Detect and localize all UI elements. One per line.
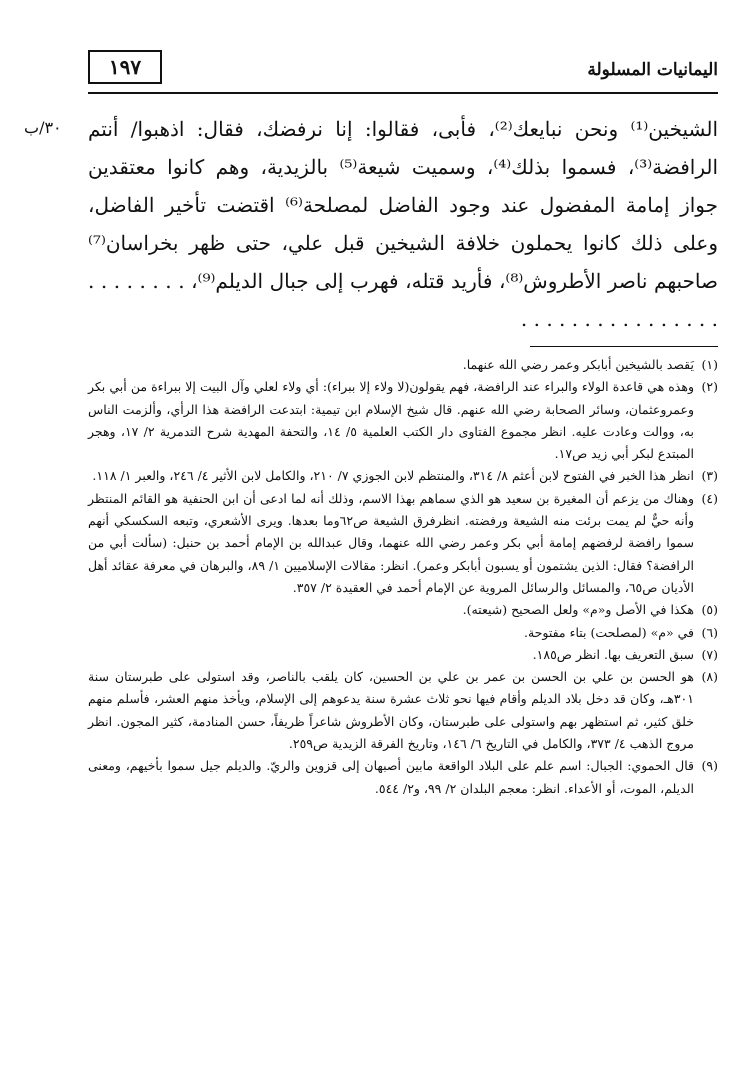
footnote-number: (٢)	[701, 379, 718, 395]
footnote-number: (٥)	[701, 602, 718, 618]
footnote	[88, 354, 718, 376]
footnote	[88, 488, 718, 599]
main-text	[88, 110, 718, 338]
footnote	[88, 666, 718, 755]
footnote-text: هكذا في الأصل و«م» ولعل الصحيح (شيعته).	[462, 602, 694, 618]
footnote-text: انظر هذا الخبر في الفتوح لابن أعثم ٨/ ٣١٤، والمنتظم لابن الجوزي ٧/ ٢١٠، والكامل لابن الأثير ٤/ ٢٤٦، والعبر ١/ ١١٨.	[92, 468, 694, 484]
footnote-number: (٤)	[701, 490, 718, 506]
page-header	[88, 46, 718, 94]
footnote-number: (٩)	[701, 758, 718, 774]
running-title: اليمانيات المسلولة	[587, 60, 718, 80]
footnote-number: (٨)	[701, 669, 718, 685]
page-number: ١٩٧	[88, 50, 162, 84]
footnote-number: (١)	[701, 357, 718, 372]
footnote-text: يَقصد بالشيخين أبابكر وعمر رضي الله عنهما.	[462, 357, 694, 372]
footnote	[88, 599, 718, 621]
footnotes	[88, 354, 718, 800]
footnote	[88, 465, 718, 487]
footnote	[88, 644, 718, 666]
footnote-text: وهناك من يزعم أن المغيرة بن سعيد هو الذي سماهم بهذا الاسم، وذلك أنه لما ادعى أن ابن الحنفية هو القائم المنتظر وأنه حيٌّ لم يمت برئت منه الشيعة ورفضته. انظرفرق الشيعة ص٦٢وما بعدها. ويرى الأشعري، وتبعه السكسكي أنهم سموا رافضة لرفضهم إمامة أبي بكر وعمر رضي الله عنهما، وقال عبدالله بن الإمام أحمد بن حنبل: (سألت أبي من الرافضة؟ فقال: الذين يشتمون أو يسبون أبابكر وعمر). انظر: مقالات الإسلاميين ١/ ٨٩، والبرهان في معرفة عقائد أهل الأديان ص٦٥، والمسائل والرسائل المروية عن الإمام أحمد في العقيدة ٢/ ٣٥٧.	[88, 490, 695, 595]
footnote	[88, 376, 718, 465]
main-paragraph: الشيخين⁽¹⁾ ونحن نبايعك⁽²⁾، فأبى، فقالوا: إنا نرفضك، فقال: اذهبوا/ أنتم الرافضة⁽³⁾، فسموا بذلك⁽⁴⁾، وسميت شيعة⁽⁵⁾ بالزيدية، وهم كانوا معتقدين جواز إمامة المفضول عند وجود الفاضل لمصلحة⁽⁶⁾ اقتضت تأخير الفاضل، وعلى ذلك كانوا يحملون خلافة الشيخين قبل علي، حتى ظهر بخراسان⁽⁷⁾ صاحبهم ناصر الأطروش⁽⁸⁾، فأريد قتله، فهرب إلى جبال الديلم⁽⁹⁾، . . . . . . . . . . . . . . . . . . . . . . . .	[88, 117, 719, 331]
margin-note: ٣٠/ب	[24, 118, 62, 137]
footnote-text: قال الحموي: الجبال: اسم علم على البلاد الواقعة مابين أصبهان إلى قزوين والريّ. والديلم جيل سموا بأخيهم، ومعنى الديلم، الموت، أو الأعداء. انظر: معجم البلدان ٢/ ٩٩، و٢/ ٥٤٤.	[88, 758, 694, 796]
footnote	[88, 622, 718, 644]
header-rule	[88, 92, 718, 94]
footnote-number: (٧)	[701, 646, 718, 662]
footnote-number: (٣)	[701, 468, 718, 484]
footnote-number: (٦)	[701, 624, 718, 640]
footnote-separator	[530, 346, 718, 347]
footnote	[88, 755, 718, 800]
footnote-text: في «م» (لمصلحت) بتاء مفتوحة.	[523, 624, 694, 640]
footnote-text: سبق التعريف بها. انظر ص١٨٥.	[532, 646, 694, 662]
footnote-text: هو الحسن بن علي بن الحسن بن عمر بن علي بن الحسين، كان يلقب بالناصر، وقد استولى على طبرستان سنة ٣٠١هـ، وكان قد دخل بلاد الديلم وأقام فيها نحو ثلاث عشرة سنة يدعوهم إلى الإسلام، ويأخذ منهم العشر، فأسلم منهم خلق كثير، ثم استظهر بهم واستولى على طبرستان، وكان الأطروش شاعراً ظريفاً، حسن المنادمة، كثير المجون. انظر مروج الذهب ٤/ ٣٧٣، والكامل في التاريخ ٦/ ١٤٦، وتاريخ الفرقة الزيدية ص٢٥٩.	[88, 669, 694, 752]
footnote-text: وهذه هي قاعدة الولاء والبراء عند الرافضة، فهم يقولون(لا ولاء إلا ببراء): أي ولاء لعلي وآل البيت إلا ببراءة من أبي بكر وعمروعثمان، وسائر الصحابة رضي الله عنهم. قال شيخ الإسلام ابن تيمية: ابتدعت الرافضة هذا الرأي، وألزمت الناس به، ووالت وعادت عليه. انظر مجموع الفتاوى دار الكتب العلمية ٥/ ١٤، والتحفة المهدية شرح التدمرية ٢/ ١٧، وهجر المبتدع لبكر أبي زيد ص١٧.	[88, 379, 695, 462]
